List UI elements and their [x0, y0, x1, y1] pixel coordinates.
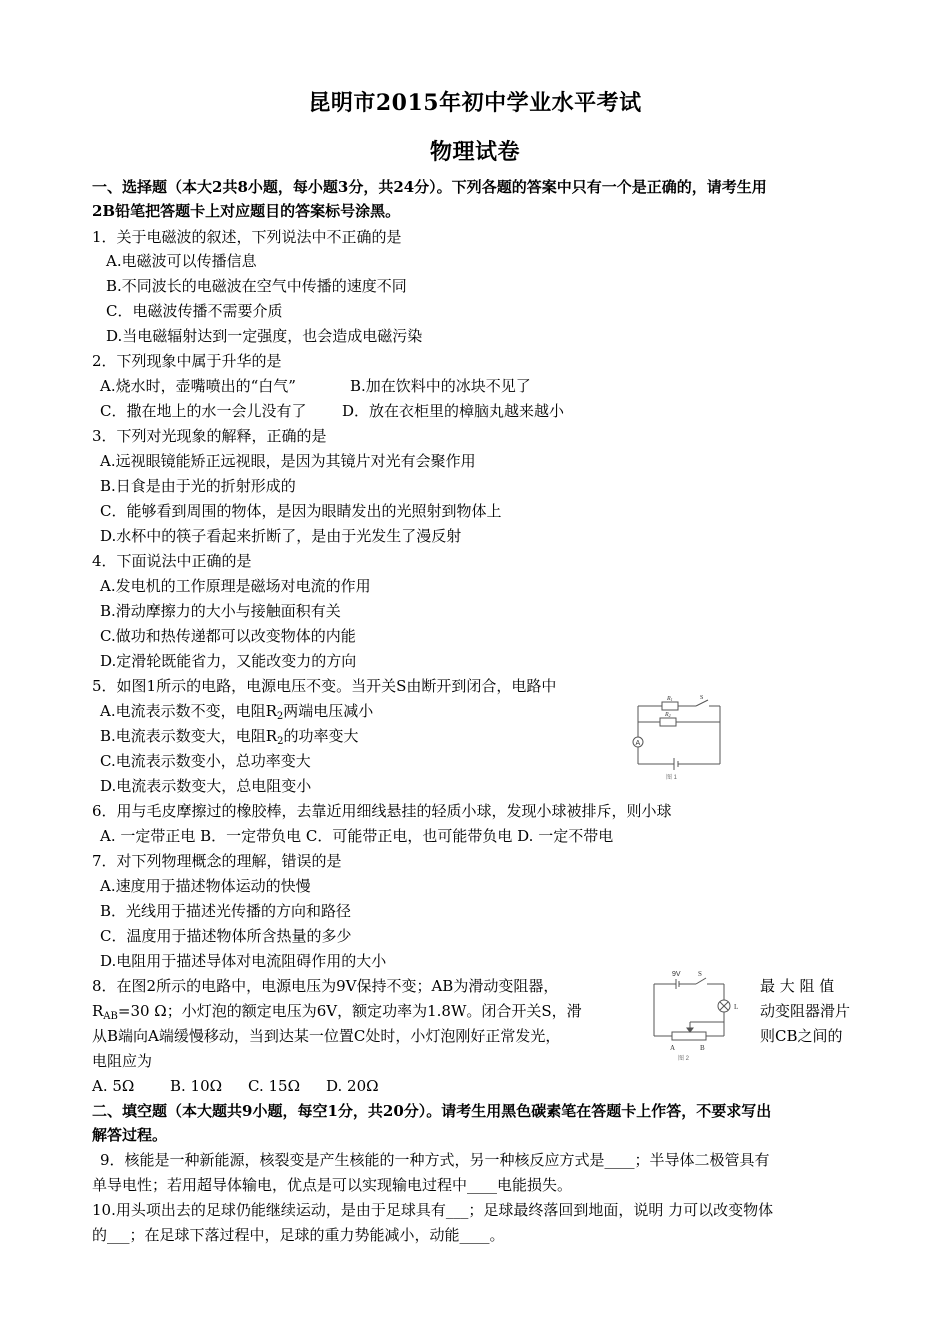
circuit-diagram-2: [648, 966, 748, 1064]
q1-option-b: B.不同波长的电磁波在空气中传播的速度不同: [106, 277, 407, 295]
q9-line1: 9．核能是一种新能源，核裂变是产生核能的一种方式，另一种核反应方式是____；半导体二极管具有: [100, 1151, 770, 1169]
figure-1-caption: 图 1: [666, 775, 678, 781]
q10-line2: 的___；在足球下落过程中，足球的重力势能减小，动能____。: [92, 1226, 505, 1244]
q2-option-a: A.烧水时，壶嘴喷出的“白气”: [100, 377, 296, 395]
q8-line3-right: 则CB之间的: [760, 1027, 843, 1045]
q3-stem: 3．下列对光现象的解释，正确的是: [92, 427, 327, 445]
q8-line2-right: 动变阻器滑片: [760, 1002, 851, 1020]
q4-option-b: B.滑动摩擦力的大小与接触面积有关: [100, 602, 341, 620]
q1-option-c: C．电磁波传播不需要介质: [106, 302, 283, 320]
q2-option-d: D．放在衣柜里的樟脑丸越来越小: [342, 402, 565, 420]
q4-option-a: A.发电机的工作原理是磁场对电流的作用: [100, 577, 371, 595]
q1-stem: 1．关于电磁波的叙述，下列说法中不正确的是: [92, 228, 402, 246]
q4-option-d: D.定滑轮既能省力，又能改变力的方向: [100, 652, 357, 670]
q8-line3: 从B端向A端缓慢移动，当到达某一位置C处时，小灯泡刚好正常发光，: [92, 1027, 561, 1045]
q3-option-c: C．能够看到周围的物体，是因为眼睛发出的光照射到物体上: [100, 502, 502, 520]
q8-line2: $R_{AB}=30$ Ω；小灯泡的额定电压为6V，额定功率为1.8W。闭合开关S，滑: [92, 1002, 582, 1022]
q8-option-c: C. 15Ω: [248, 1077, 301, 1095]
q2-option-b: B.加在饮料中的冰块不见了: [350, 377, 531, 395]
section2-heading: 二、填空题（本大题共9小题，每空1分，共20分）。请考生用黑色碳素笔在答题卡上作答，不要求写出: [92, 1102, 772, 1120]
q8-option-d: D. 20Ω: [326, 1077, 379, 1095]
q1-option-d: D.当电磁辐射达到一定强度，也会造成电磁污染: [106, 327, 423, 345]
r1-label: R1: [667, 696, 673, 702]
q5-option-d: D.电流表示数变大，总电阻变小: [100, 777, 312, 795]
lamp-label: L: [734, 1003, 739, 1011]
q7-stem: 7．对下列物理概念的理解，错误的是: [92, 852, 342, 870]
ammeter-label: A: [635, 740, 641, 747]
r2-label: R2: [665, 712, 671, 718]
figure-2-caption: 图 2: [678, 1056, 690, 1062]
q6-stem: 6．用与毛皮摩擦过的橡胶棒，去靠近用细线悬挂的轻质小球，发现小球被排斥，则小球: [92, 802, 672, 820]
q5-option-b: B.电流表示数变大，电阻$R_2$的功率变大: [100, 727, 359, 747]
voltage-label: 9V: [672, 971, 681, 978]
q3-option-b: B.日食是由于光的折射形成的: [100, 477, 296, 495]
q3-option-d: D.水杯中的筷子看起来折断了，是由于光发生了漫反射: [100, 527, 462, 545]
q8-option-b: B. 10Ω: [170, 1077, 223, 1095]
end-a-label: A: [670, 1044, 676, 1052]
end-b-label: B: [700, 1044, 705, 1052]
q10-line1: 10.用头项出去的足球仍能继续运动，是由于足球具有___；足球最终落回到地面，说明 力可以改变物体: [92, 1201, 774, 1219]
q5-stem: 5．如图1所示的电路，电源电压不变。当开关S由断开到闭合，电路中: [92, 677, 557, 695]
q4-stem: 4．下面说法中正确的是: [92, 552, 252, 570]
q8-option-a: A. 5Ω: [92, 1077, 135, 1095]
switch-label: S: [700, 695, 704, 701]
q4-option-c: C.做功和热传递都可以改变物体的内能: [100, 627, 356, 645]
page-subtitle: 物理试卷: [429, 139, 520, 165]
section1-heading-cont: 2B铅笔把答题卡上对应题目的答案标号涂黑。: [92, 202, 401, 220]
switch-label-2: S: [698, 970, 702, 978]
q9-line2: 单导电性；若用超导体输电，优点是可以实现输电过程中____电能损失。: [92, 1176, 573, 1194]
circuit-diagram-1: [630, 692, 730, 782]
q8-line1: 8．在图2所示的电路中，电源电压为9V保持不变；AB为滑动变阻器，: [92, 977, 559, 995]
q2-option-c: C．撒在地上的水一会儿没有了: [100, 402, 307, 420]
q8-line4: 电阻应为: [92, 1052, 153, 1070]
q8-line1-right: 最 大 阻 值: [760, 977, 835, 995]
q1-option-a: A.电磁波可以传播信息: [106, 252, 257, 270]
q6-options: A. 一定带正电 B．一定带负电 C．可能带正电，也可能带负电 D. 一定不带电: [100, 827, 614, 845]
q7-option-d: D.电阻用于描述导体对电流阻碍作用的大小: [100, 952, 387, 970]
q3-option-a: A.远视眼镜能矫正远视眼，是因为其镜片对光有会聚作用: [100, 452, 476, 470]
q7-option-a: A.速度用于描述物体运动的快慢: [100, 877, 311, 895]
section2-heading-cont: 解答过程。: [92, 1126, 168, 1144]
page-title: 昆明市2015年初中学业水平考试: [308, 90, 642, 116]
q5-option-a: A.电流表示数不变，电阻$R_2$两端电压减小: [100, 702, 374, 722]
q2-stem: 2．下列现象中属于升华的是: [92, 352, 282, 370]
q7-option-c: C．温度用于描述物体所含热量的多少: [100, 927, 352, 945]
q7-option-b: B．光线用于描述光传播的方向和路径: [100, 902, 352, 920]
section1-heading: 一、选择题（本大2共8小题，每小题3分，共24分）。下列各题的答案中只有一个是正确的，请考生用: [92, 178, 767, 196]
q5-option-c: C.电流表示数变小，总功率变大: [100, 752, 311, 770]
